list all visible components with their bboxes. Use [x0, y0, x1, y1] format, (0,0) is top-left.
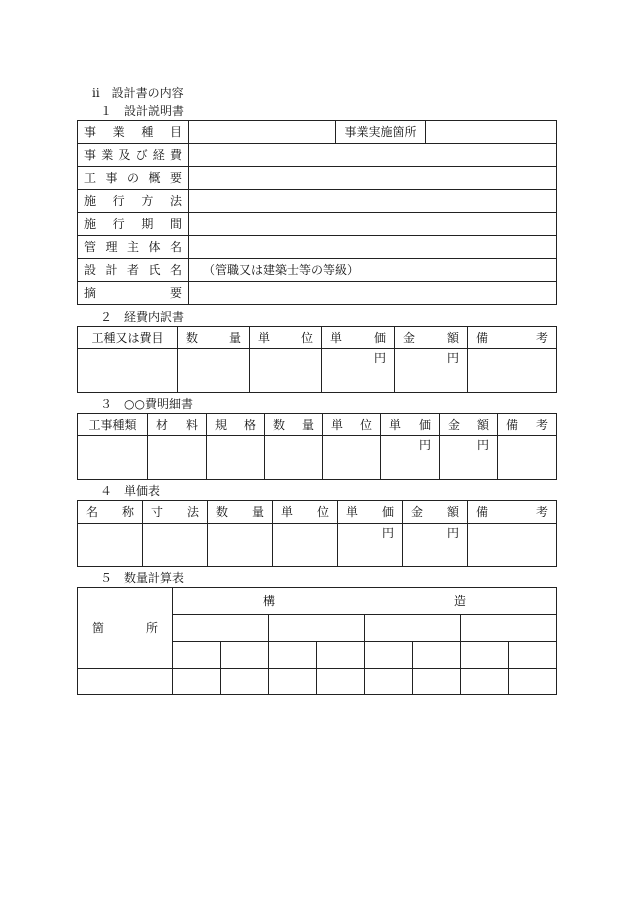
- label-remarks: 摘要: [78, 282, 189, 305]
- value-designer-name[interactable]: （管職又は建築士等の等級）: [189, 259, 557, 282]
- cell-unit[interactable]: [323, 436, 381, 480]
- value-remarks[interactable]: [189, 282, 557, 305]
- header-amount: 金額: [403, 501, 468, 524]
- header-unit: 単位: [273, 501, 338, 524]
- cell-quantity[interactable]: [208, 524, 273, 567]
- header-place: 箇所: [78, 588, 173, 669]
- header-structure-left: 構: [263, 594, 276, 608]
- header-structure-right: 造: [454, 594, 467, 608]
- cell-notes[interactable]: [468, 524, 557, 567]
- header-unit: 単位: [323, 414, 381, 436]
- data-cell[interactable]: [221, 669, 269, 695]
- cell-amount[interactable]: 円: [395, 349, 468, 393]
- unit-price-table: [77, 500, 557, 567]
- data-cell[interactable]: [173, 669, 221, 695]
- value-project-cost[interactable]: [189, 144, 557, 167]
- label-execution-method: 施行方法: [78, 190, 189, 213]
- structure-group-cell[interactable]: [365, 615, 461, 642]
- header-unit-price: 単価: [338, 501, 403, 524]
- value-project-location[interactable]: [426, 121, 557, 144]
- label-work-overview: 工事の概要: [78, 167, 189, 190]
- cell-unit[interactable]: [250, 349, 322, 393]
- header-structure: [173, 588, 557, 615]
- data-cell[interactable]: [461, 669, 509, 695]
- cell-quantity[interactable]: [178, 349, 250, 393]
- page-title: ⅱ 設計書の内容: [92, 86, 184, 100]
- value-project-type[interactable]: [189, 121, 336, 144]
- header-name: 名称: [78, 501, 143, 524]
- cell-amount[interactable]: 円: [403, 524, 468, 567]
- structure-sub-cell[interactable]: [173, 642, 221, 669]
- value-management-body[interactable]: [189, 236, 557, 259]
- place-cell[interactable]: [78, 669, 173, 695]
- value-execution-period[interactable]: [189, 213, 557, 236]
- label-management-body: 管理主体名: [78, 236, 189, 259]
- structure-sub-cell[interactable]: [509, 642, 557, 669]
- header-notes: 備考: [468, 327, 557, 349]
- header-notes: 備考: [498, 414, 557, 436]
- structure-group-cell[interactable]: [461, 615, 557, 642]
- data-cell[interactable]: [509, 669, 557, 695]
- structure-sub-cell[interactable]: [317, 642, 365, 669]
- label-execution-period: 施行期間: [78, 213, 189, 236]
- cell-unit-price[interactable]: 円: [322, 349, 395, 393]
- cell-unit-price[interactable]: 円: [381, 436, 440, 480]
- section2-heading: ２ 経費内訳書: [100, 310, 185, 324]
- data-cell[interactable]: [317, 669, 365, 695]
- cell-quantity[interactable]: [265, 436, 323, 480]
- header-unit-price: 単価: [322, 327, 395, 349]
- cost-detail-table: [77, 413, 557, 480]
- data-cell[interactable]: [365, 669, 413, 695]
- label-project-type: 事業種目: [78, 121, 189, 144]
- structure-group-cell[interactable]: [173, 615, 269, 642]
- data-cell[interactable]: [269, 669, 317, 695]
- cell-dimensions[interactable]: [143, 524, 208, 567]
- cell-item[interactable]: [78, 349, 178, 393]
- quantity-calc-table: [77, 587, 557, 695]
- cell-amount[interactable]: 円: [440, 436, 498, 480]
- design-description-table: [77, 120, 557, 305]
- structure-sub-cell[interactable]: [413, 642, 461, 669]
- label-project-location: 事業実施箇所: [336, 121, 426, 144]
- header-quantity: 数量: [178, 327, 250, 349]
- cell-material[interactable]: [148, 436, 207, 480]
- structure-sub-cell[interactable]: [365, 642, 413, 669]
- structure-sub-cell[interactable]: [461, 642, 509, 669]
- header-dimensions: 寸法: [143, 501, 208, 524]
- label-project-cost: 事業及び経費: [78, 144, 189, 167]
- header-work-type: 工事種類: [78, 414, 148, 436]
- structure-sub-cell[interactable]: [221, 642, 269, 669]
- section5-heading: ５ 数量計算表: [100, 571, 185, 585]
- header-material: 材料: [148, 414, 207, 436]
- section1-heading: １ 設計説明書: [100, 104, 185, 118]
- header-unit-price: 単価: [381, 414, 440, 436]
- section3-heading: ３ ○○費明細書: [100, 397, 193, 411]
- header-item: 工種又は費目: [78, 327, 178, 349]
- cell-notes[interactable]: [468, 349, 557, 393]
- value-execution-method[interactable]: [189, 190, 557, 213]
- cell-unit[interactable]: [273, 524, 338, 567]
- section4-heading: ４ 単価表: [100, 484, 161, 498]
- label-designer-name: 設計者氏名: [78, 259, 189, 282]
- value-work-overview[interactable]: [189, 167, 557, 190]
- cell-work-type[interactable]: [78, 436, 148, 480]
- cell-notes[interactable]: [498, 436, 557, 480]
- header-unit: 単位: [250, 327, 322, 349]
- cost-breakdown-table: [77, 326, 557, 393]
- structure-group-cell[interactable]: [269, 615, 365, 642]
- data-cell[interactable]: [413, 669, 461, 695]
- structure-sub-cell[interactable]: [269, 642, 317, 669]
- header-amount: 金額: [395, 327, 468, 349]
- header-quantity: 数量: [265, 414, 323, 436]
- header-quantity: 数量: [208, 501, 273, 524]
- header-amount: 金額: [440, 414, 498, 436]
- cell-unit-price[interactable]: 円: [338, 524, 403, 567]
- header-notes: 備考: [468, 501, 557, 524]
- cell-name[interactable]: [78, 524, 143, 567]
- cell-spec[interactable]: [207, 436, 265, 480]
- header-spec: 規格: [207, 414, 265, 436]
